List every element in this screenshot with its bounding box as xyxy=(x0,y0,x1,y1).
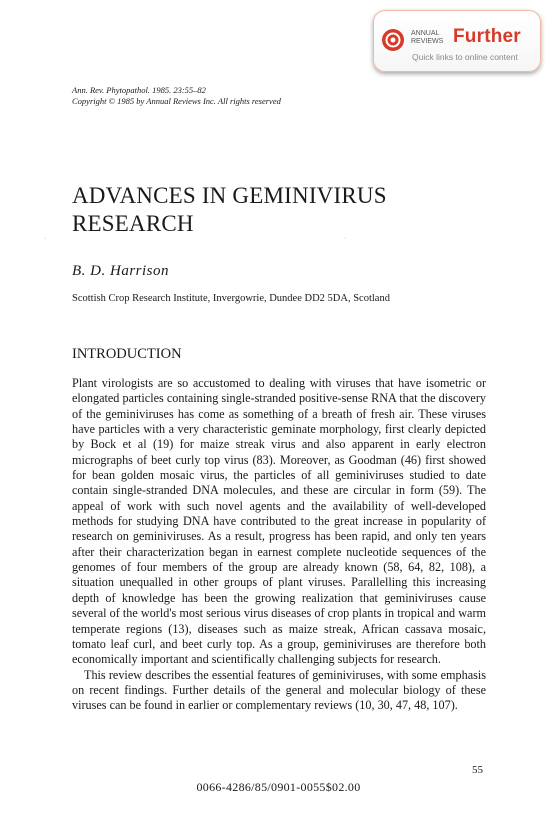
annual-reviews-further-badge[interactable] xyxy=(373,10,541,72)
citation-block xyxy=(72,85,281,107)
section-body xyxy=(72,376,486,714)
author-affiliation: Scottish Crop Research Institute, Invergowrie, Dundee DD2 5DA, Scotland xyxy=(72,293,390,304)
article-title xyxy=(72,182,472,238)
publisher-name: ANNUAL REVIEWS xyxy=(411,30,444,45)
further-label[interactable]: Further xyxy=(453,26,521,47)
scan-speck: · xyxy=(344,236,346,242)
badge-subtitle: Quick links to online content xyxy=(412,52,518,62)
journal-citation: Ann. Rev. Phytopathol. 1985. 23:55–82 xyxy=(72,85,206,95)
scan-speck: · xyxy=(44,236,46,242)
page-number: 55 xyxy=(472,764,483,776)
paragraph: Plant virologists are so accustomed to dealing with viruses that have isometric or elongated particles containing single-stranded positive-sense RNA that the discovery of the geminiviruses has come as something of a breath of fresh air. These viruses have particles with a very characteristic geminate morphology, first clearly depicted by Bock et al (19) for maize streak virus and also apparent in early electron micrographs of beet curly top virus (83). Moreover, as Goodman (46) first showed for bean golden mosaic virus, the particles of all geminiviruses studied to date contain single-stranded DNA molecules, and these are circular in form (59). The appeal of work with such novel agents and the availability of well-developed methods for studying DNA have contributed to the great increase in popularity of research on geminiviruses. As a result, progress has been rapid, and only ten years after their characterization began in earnest complete nucleotide sequences of the genomes of four members of the group are already known (58, 64, 82, 108), a situation unequalled in other groups of plant viruses. Parallelling this increasing depth of knowledge has been the growing realization that geminiviruses cause several of the world's most serious virus diseases of crop plants in tropical and warm temperate regions (13), diseases such as maize streak, African cassava mosaic, tomato leaf curl, and beet curly top. As a group, geminiviruses are therefore both economically important and scientifically challenging subjects for research. xyxy=(72,376,486,667)
paragraph: This review describes the essential features of geminiviruses, with some emphasis on recent findings. Further details of the general and molecular biology of these viruses can be found in earlier or complementary reviews (10, 30, 47, 48, 107). xyxy=(72,667,486,713)
title-line-2: RESEARCH xyxy=(72,211,194,236)
author-name: B. D. Harrison xyxy=(72,263,170,279)
section-heading: INTRODUCTION xyxy=(72,346,182,362)
title-line-1: ADVANCES IN GEMINIVIRUS xyxy=(72,183,387,208)
copyright-notice: Copyright © 1985 by Annual Reviews Inc. All rights reserved xyxy=(72,96,281,106)
further-logo-icon xyxy=(382,29,404,51)
footer-code: 0066-4286/85/0901-0055$02.00 xyxy=(196,780,361,794)
